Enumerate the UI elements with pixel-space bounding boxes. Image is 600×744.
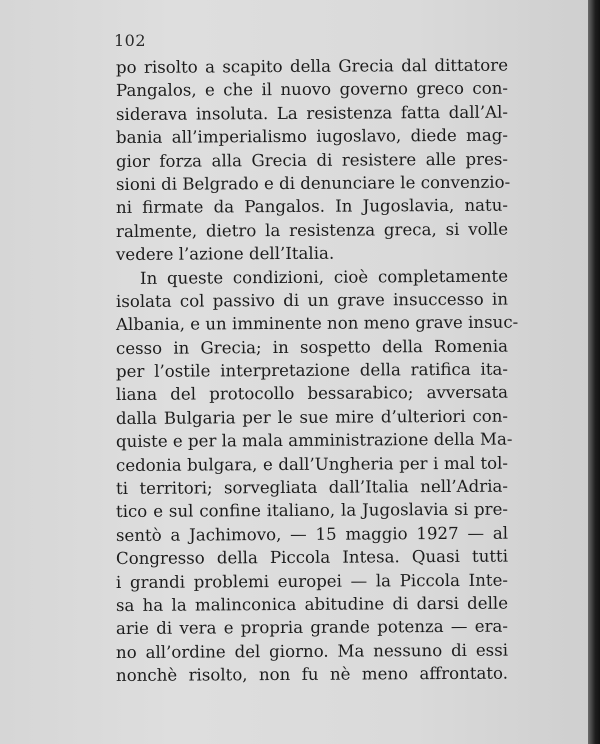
text-line: arie di vera e propria grande potenza — era- xyxy=(115,616,509,639)
text-line: siderava insoluta. La resistenza fatta dall’Al- xyxy=(115,102,509,124)
text-line: no all’ordine del giorno. Ma nessuno di essi xyxy=(115,640,509,662)
text-line: quiste e per la mala amministrazione della Ma- xyxy=(115,429,513,452)
paragraph-2 xyxy=(115,266,519,688)
page-edge-shadow xyxy=(588,0,600,744)
text-line: vedere l’azione dell’Italia. xyxy=(115,243,335,265)
text-line: Congresso della Piccola Intesa. Quasi tutti xyxy=(115,546,509,569)
text-line: Albania, e un imminente non meno grave insuc- xyxy=(115,312,519,335)
text-line: per l’ostile interpretazione della ratifica ita- xyxy=(115,359,509,382)
text-line: i grandi problemi europei — la Piccola Inte- xyxy=(115,570,509,592)
body-text xyxy=(115,55,519,688)
text-line: sentò a Jachimovo, — 15 maggio 1927 — al xyxy=(115,523,509,545)
paragraph-1 xyxy=(115,55,511,267)
text-line: ti territori; sorvegliata dall’Italia nell’Adria- xyxy=(115,476,509,499)
text-line: Pangalos, e che il nuovo governo greco con- xyxy=(115,78,509,101)
text-line: gior forza alla Grecia di resistere alle pres- xyxy=(115,149,509,171)
page-number: 102 xyxy=(114,31,147,50)
text-line: tico e sul confine italiano, la Jugoslavia si pre- xyxy=(115,500,509,522)
text-line: nonchè risolto, non fu nè meno affrontato. xyxy=(115,663,509,686)
text-line: po risolto a scapito della Grecia dal dittatore xyxy=(115,55,509,77)
text-line: isolata col passivo di un grave insuccesso in xyxy=(115,289,509,311)
text-line: cedonia bulgara, e dall’Ungheria per i mal tol- xyxy=(115,453,509,475)
text-line: cesso in Grecia; in sospetto della Romenia xyxy=(115,336,509,358)
text-line: ni firmate da Pangalos. In Jugoslavia, natu- xyxy=(115,195,509,218)
text-line: liana del protocollo bessarabico; avversata xyxy=(115,383,509,405)
text-line: In queste condizioni, cioè completamente xyxy=(139,266,509,288)
text-line: sioni di Belgrado e di denunciare le convenzio- xyxy=(115,172,511,194)
text-line: dalla Bulgaria per le sue mire d’ulteriori con- xyxy=(115,406,509,428)
text-line: bania all’imperialismo iugoslavo, diede mag- xyxy=(115,125,509,148)
text-line: ralmente, dietro la resistenza greca, si volle xyxy=(115,219,509,241)
text-line: sa ha la malinconica abitudine di darsi delle xyxy=(115,593,509,615)
